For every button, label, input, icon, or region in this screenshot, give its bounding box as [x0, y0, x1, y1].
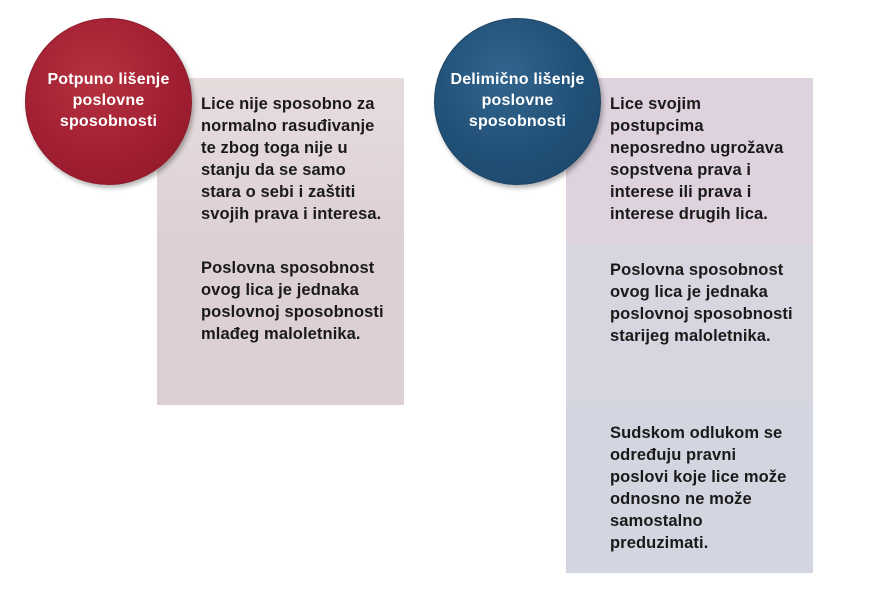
circle-potpuno-lisenje	[25, 18, 192, 185]
panel-delimicno-1	[566, 78, 813, 244]
circle-delimicno-lisenje	[434, 18, 601, 185]
panel-text: Lice nije sposobno za normalno rasuđivanje te zbog toga nije u stanju da se samo stara o sebi i zaštiti svojih prava i interesa.	[201, 95, 382, 223]
panel-text: Sudskom odlukom se određuju pravni poslovi koje lice može odnosno ne može samostalno preduzimati.	[610, 424, 787, 552]
panel-potpuno-1	[157, 78, 404, 242]
panel-delimicno-2	[566, 244, 813, 407]
panel-text: Lice svojim postupcima neposredno ugrožava sopstvena prava i interese ili prava i interese drugih lica.	[610, 95, 784, 223]
panel-text: Poslovna sposobnost ovog lica je jednaka poslovnoj sposobnosti starijeg maloletnika.	[610, 261, 793, 345]
panel-delimicno-3	[566, 407, 813, 573]
panel-text: Poslovna sposobnost ovog lica je jednaka poslovnoj sposobnosti mlađeg maloletnika.	[201, 259, 384, 343]
circle-label: Delimično lišenje poslovne sposobnosti	[450, 71, 585, 130]
panel-potpuno-2	[157, 242, 404, 405]
circle-label: Potpuno lišenje poslovne sposobnosti	[47, 71, 170, 130]
